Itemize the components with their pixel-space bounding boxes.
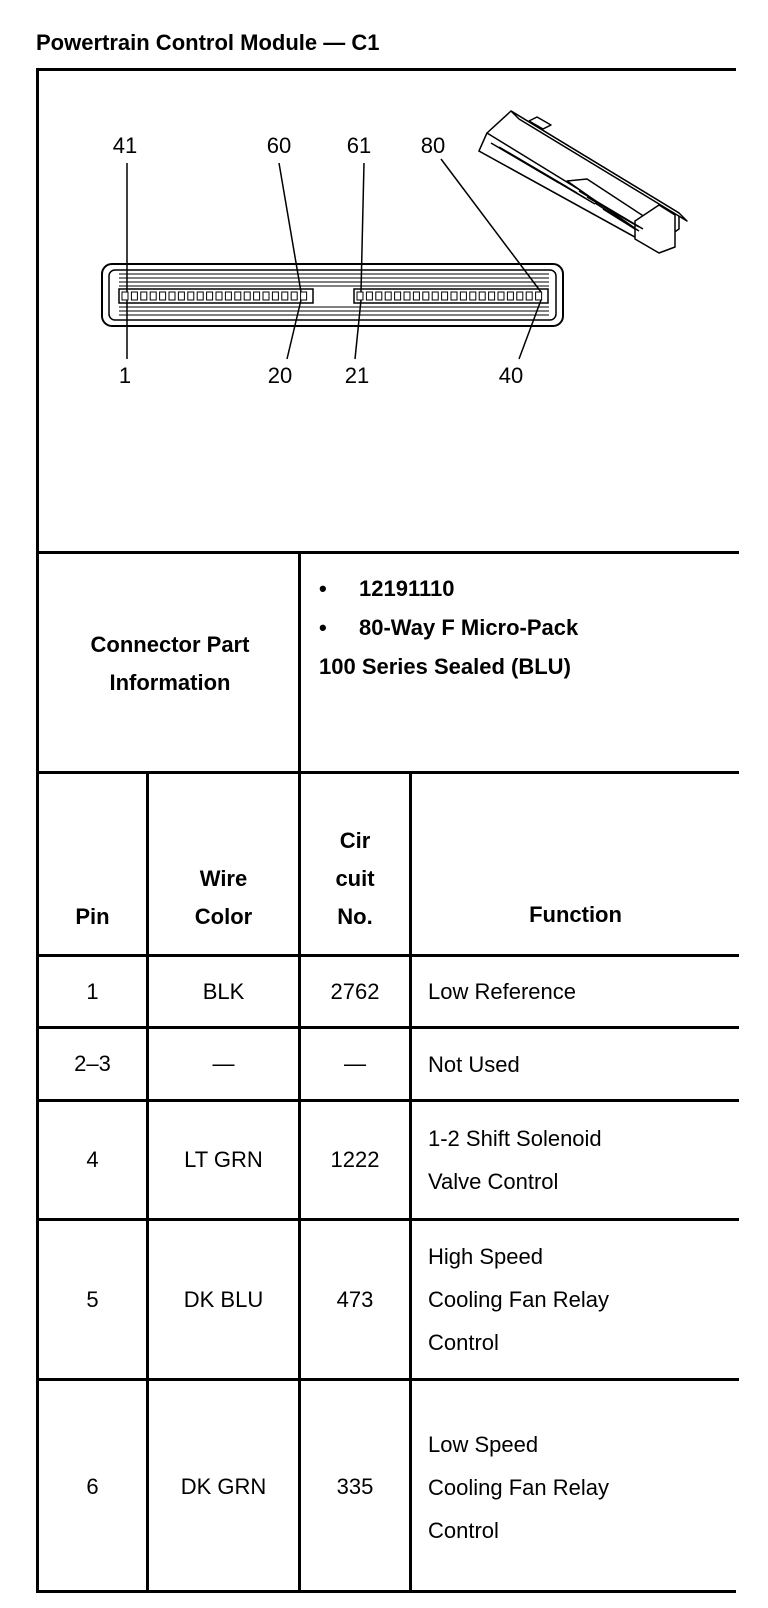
table-cell-wire-color: DK BLU bbox=[183, 1286, 264, 1312]
table-cell-circuit: 2762 bbox=[330, 978, 380, 1004]
pin-cavity bbox=[423, 292, 429, 300]
col-header-pin: Pin bbox=[75, 904, 110, 929]
connector-part-label: Connector Part Information bbox=[90, 632, 250, 695]
pin-label-1: 1 bbox=[118, 363, 132, 388]
pin-cavity bbox=[272, 292, 278, 300]
pin-cavity bbox=[244, 292, 250, 300]
pin-cavity bbox=[357, 292, 363, 300]
pin-label-80: 80 bbox=[420, 133, 446, 158]
part-number-item bbox=[319, 569, 578, 608]
pin-cavity bbox=[122, 292, 128, 300]
pin-cavity bbox=[235, 292, 241, 300]
pin-cavity bbox=[507, 292, 513, 300]
pin-label-60: 60 bbox=[266, 133, 292, 158]
pin-cavity bbox=[442, 292, 448, 300]
connector-type: 80-Way F Micro-Pack bbox=[359, 615, 579, 640]
pin-cavity bbox=[291, 292, 297, 300]
col-header-wire-color: Wire Color bbox=[194, 866, 253, 929]
table-cell-circuit: — bbox=[344, 1051, 366, 1076]
pin-cavity bbox=[263, 292, 269, 300]
pin-label-21: 21 bbox=[344, 363, 370, 388]
pin-cavity bbox=[470, 292, 476, 300]
bullet-icon: • bbox=[319, 615, 327, 640]
table-cell-pin: 1 bbox=[86, 978, 99, 1004]
connector-diagram bbox=[39, 71, 739, 554]
table-cell-wire-color: BLK bbox=[202, 978, 245, 1004]
pin-cavity bbox=[216, 292, 222, 300]
connector-drawing bbox=[39, 71, 739, 554]
pin-cavity bbox=[141, 292, 147, 300]
table-cell-pin: 5 bbox=[86, 1286, 99, 1312]
pin-cavity bbox=[207, 292, 213, 300]
pin-cavity bbox=[385, 292, 391, 300]
pin-cavity bbox=[188, 292, 194, 300]
table-cell-circuit: 1222 bbox=[330, 1147, 380, 1172]
table-cell-function: Low Speed Cooling Fan Relay Control bbox=[428, 1431, 609, 1543]
pin-cavity bbox=[160, 292, 166, 300]
pin-label-40: 40 bbox=[498, 363, 524, 388]
pin-label-61: 61 bbox=[346, 133, 372, 158]
connector-part-values bbox=[319, 569, 578, 686]
pin-cavity bbox=[460, 292, 466, 300]
connector-type-item bbox=[319, 608, 578, 647]
pin-cavity bbox=[301, 292, 307, 300]
pin-row-right bbox=[357, 292, 542, 300]
table-cell-function: 1-2 Shift Solenoid Valve Control bbox=[428, 1126, 602, 1194]
table-cell-pin: 2–3 bbox=[74, 1051, 111, 1076]
col-header-function: Function bbox=[529, 902, 622, 927]
table-cell-wire-color: LT GRN bbox=[184, 1147, 263, 1172]
pin-cavity bbox=[169, 292, 175, 300]
pin-cavity bbox=[150, 292, 156, 300]
table-cell-function: Not Used bbox=[428, 1051, 520, 1077]
pin-cavity bbox=[178, 292, 184, 300]
part-number: 12191110 bbox=[359, 576, 455, 601]
table-cell-function: High Speed Cooling Fan Relay Control bbox=[428, 1244, 609, 1355]
leader-lines bbox=[127, 159, 541, 359]
pin-cavity bbox=[404, 292, 410, 300]
pin-cavity bbox=[498, 292, 504, 300]
pin-cavity bbox=[489, 292, 495, 300]
connector-series: 100 Series Sealed (BLU) bbox=[319, 654, 571, 679]
pin-cavity bbox=[413, 292, 419, 300]
page-title: Powertrain Control Module — C1 bbox=[36, 30, 380, 55]
bullet-icon: • bbox=[319, 576, 327, 601]
pin-cavity bbox=[451, 292, 457, 300]
pin-cavity bbox=[536, 292, 542, 300]
pin-cavity bbox=[517, 292, 523, 300]
table-cell-circuit: 473 bbox=[336, 1286, 374, 1312]
pin-cavity bbox=[526, 292, 532, 300]
table-cell-function: Low Reference bbox=[428, 979, 576, 1004]
connector-3d-sketch bbox=[479, 111, 687, 253]
col-header-circuit: Cir cuit No. bbox=[335, 828, 375, 929]
pin-cavity bbox=[479, 292, 485, 300]
divider-info-vertical bbox=[298, 554, 301, 774]
pin-label-20: 20 bbox=[267, 363, 293, 388]
pin-label-41: 41 bbox=[112, 133, 138, 158]
table-cell-circuit: 335 bbox=[336, 1474, 374, 1499]
connector-table-frame bbox=[36, 68, 736, 1593]
pin-cavity bbox=[225, 292, 231, 300]
table-cell-wire-color: — bbox=[212, 1051, 235, 1076]
table-cell-pin: 4 bbox=[86, 1147, 99, 1172]
pin-cavity bbox=[395, 292, 401, 300]
pin-row-left bbox=[122, 292, 307, 300]
pin-cavity bbox=[131, 292, 137, 300]
pin-cavity bbox=[197, 292, 203, 300]
pin-cavity bbox=[366, 292, 372, 300]
pin-cavity bbox=[376, 292, 382, 300]
pin-cavity bbox=[282, 292, 288, 300]
pin-cavity bbox=[432, 292, 438, 300]
pin-cavity bbox=[254, 292, 260, 300]
table-cell-wire-color: DK GRN bbox=[180, 1474, 267, 1499]
table-cell-pin: 6 bbox=[86, 1474, 99, 1499]
